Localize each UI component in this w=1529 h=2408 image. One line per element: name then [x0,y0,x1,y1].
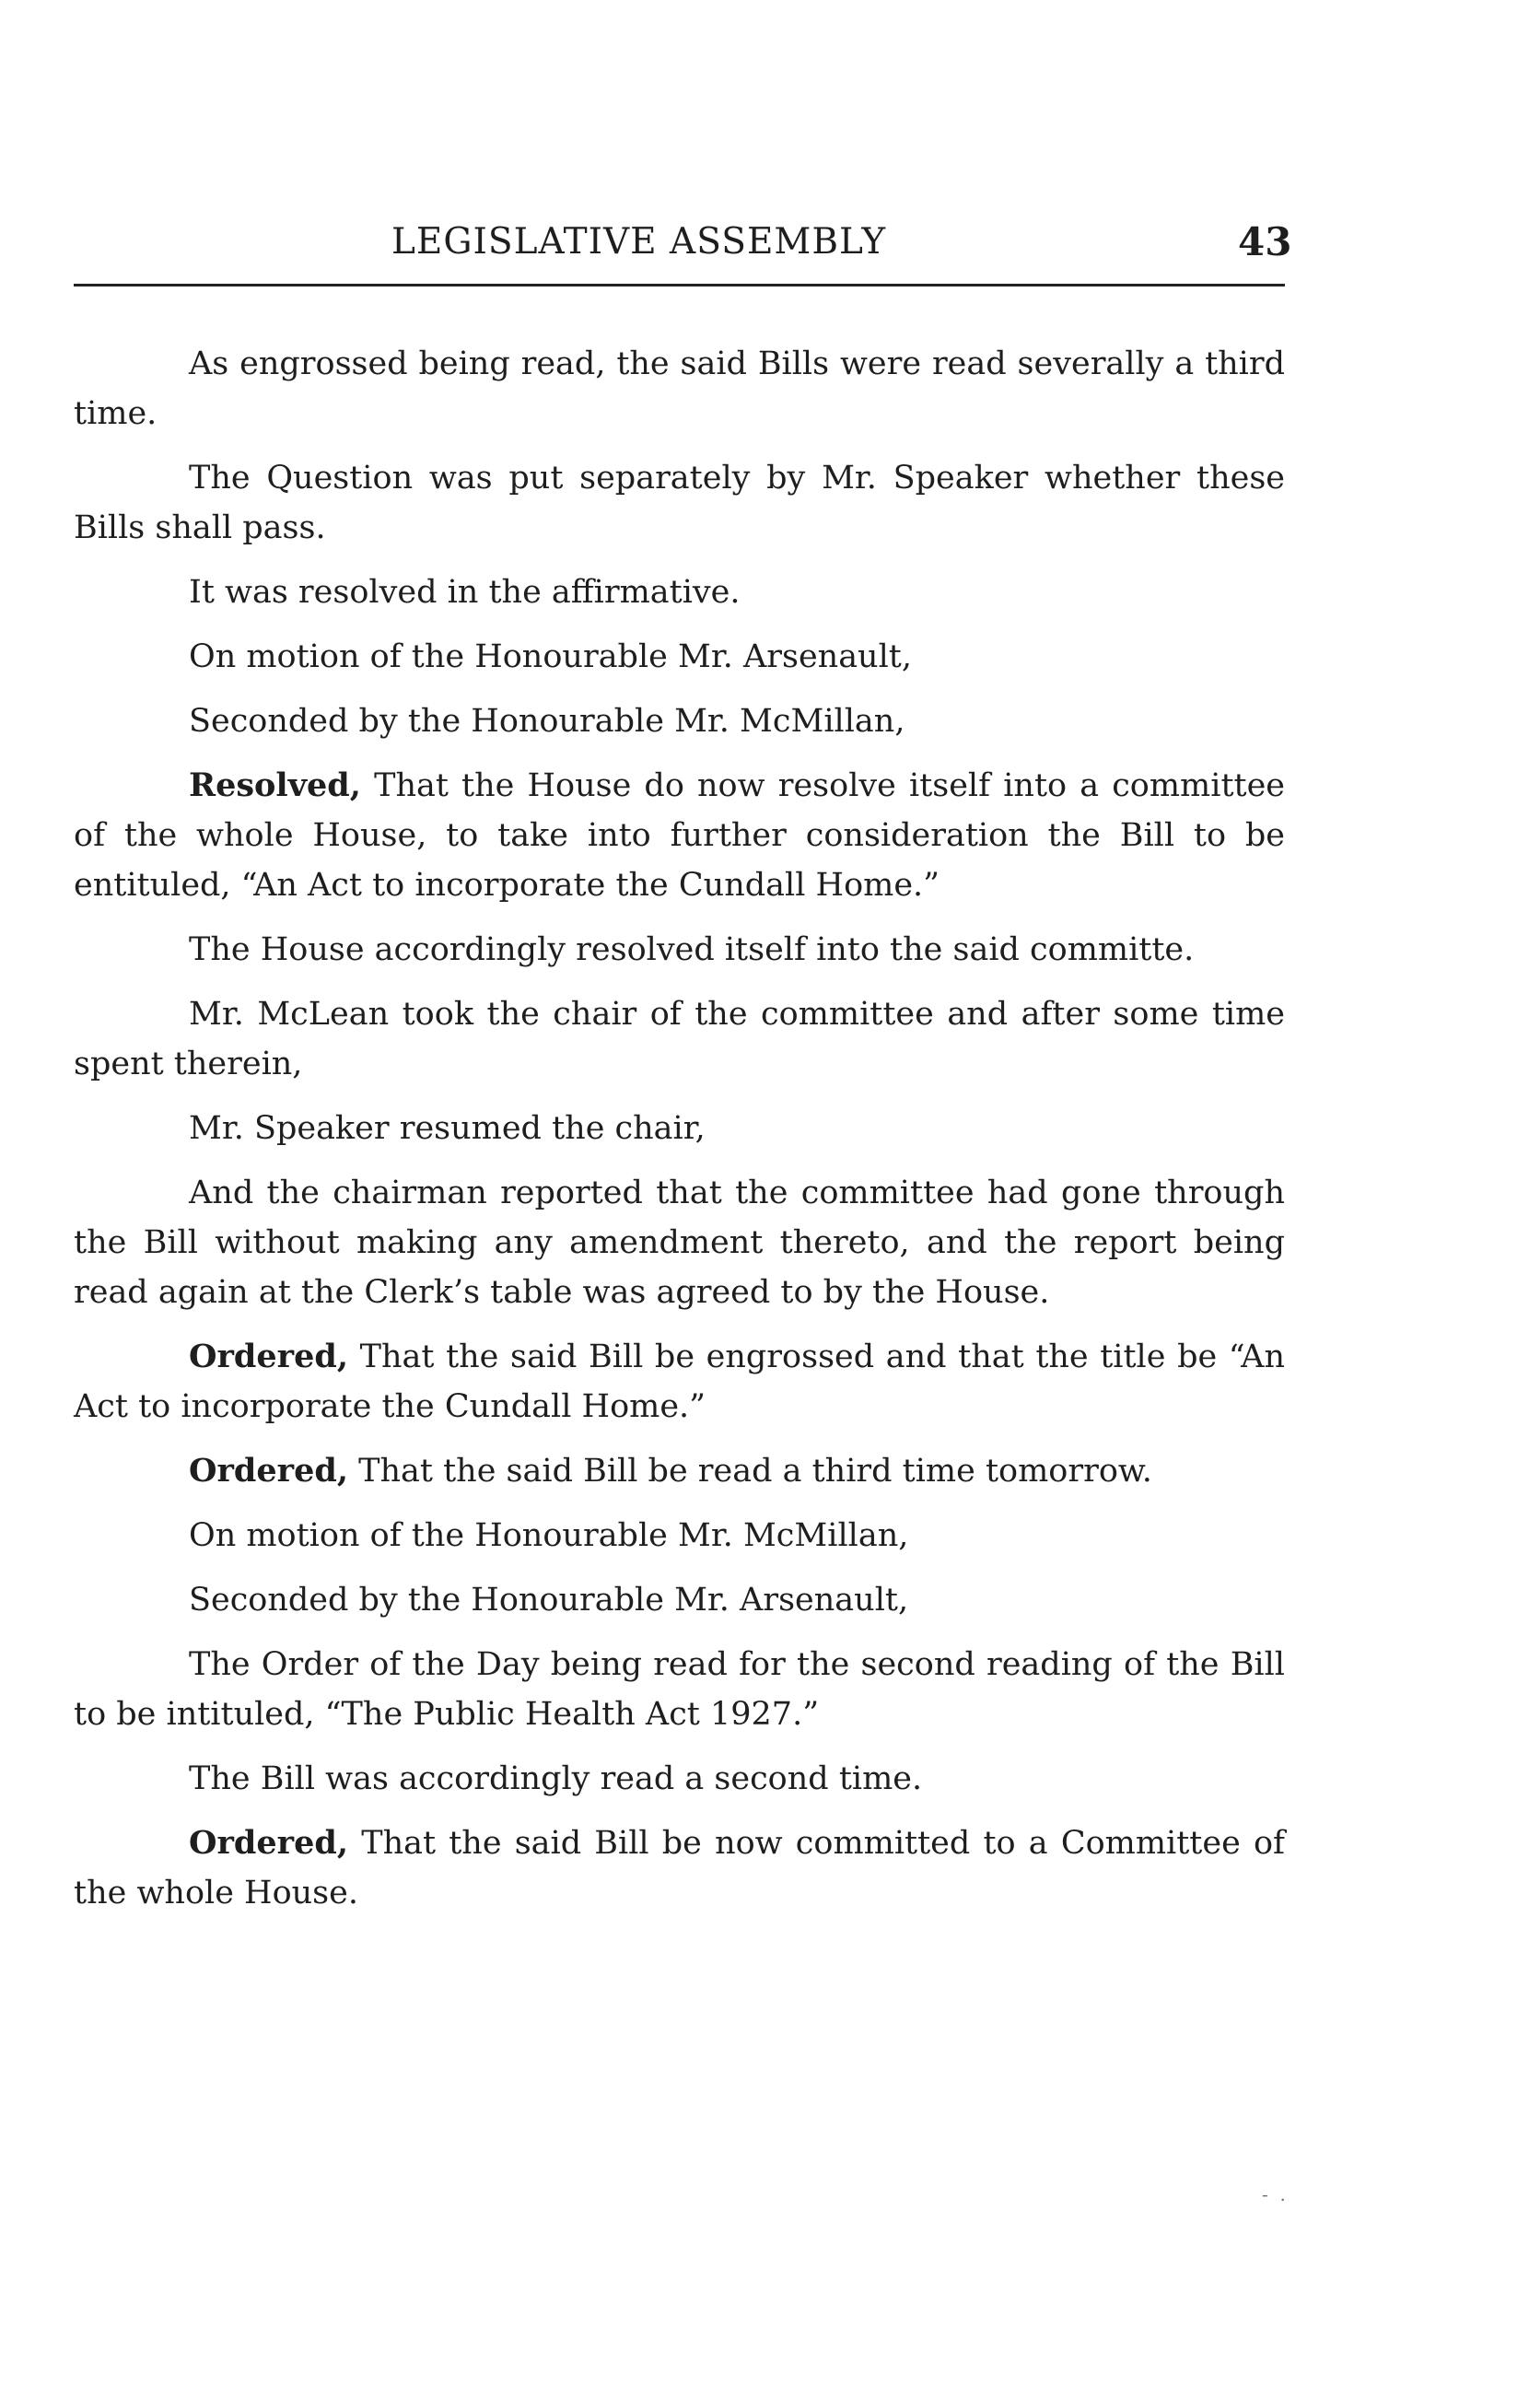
paragraph-seconded-arsenault: Seconded by the Honourable Mr. Arsenault, [189,1582,909,1619]
paragraph-speaker-resumed: Mr. Speaker resumed the chair, [189,1110,706,1147]
page-number: 43 [1238,219,1292,264]
paragraph-resolved-affirmative: It was resolved in the affirmative. [189,574,741,611]
keyword-resolved: Resolved, [189,766,361,804]
paragraph-mclean-chair: Mr. McLean took the chair of the committee and after some time spent therein, [74,996,1285,1082]
keyword-ordered: Ordered, [189,1452,349,1490]
paragraph-motion-arsenault: On motion of the Honourable Mr. Arsenault, [189,638,912,675]
running-header: LEGISLATIVE ASSEMBLY [391,221,887,263]
paragraph-seconded-mcmillan: Seconded by the Honourable Mr. McMillan, [189,703,905,740]
body-text [74,339,1285,1933]
paragraph-ordered-committed: Ordered, That the said Bill be now committed to a Committee of the whole House. [74,1824,1285,1911]
paragraph-chairman-reported: And the chairman reported that the committee had gone through the Bill without making any amendment thereto, and the report being read again at the Clerk’s table was agreed to by the House. [74,1175,1285,1311]
paragraph-motion-mcmillan: On motion of the Honourable Mr. McMillan, [189,1517,909,1554]
keyword-ordered: Ordered, [189,1338,349,1375]
paragraph-resolved-committee: Resolved, That the House do now resolve itself into a committee of the whole House, to take into further consideration the Bill to be entituled, “An Act to incorporate the Cundall Home.” [74,766,1285,904]
keyword-ordered: Ordered, [189,1824,349,1862]
paragraph-order-of-day: The Order of the Day being read for the second reading of the Bill to be intituled, “The Public Health Act 1927.” [74,1646,1285,1733]
paragraph-third-reading: As engrossed being read, the said Bills were read severally a third time. [74,345,1285,432]
scan-mark: - . [1262,2183,1286,2205]
paragraph-ordered-engrossed: Ordered, That the said Bill be engrossed and that the title be “An Act to incorporate the Cundall Home.” [74,1338,1285,1425]
paragraph-second-time: The Bill was accordingly read a second time. [189,1760,923,1797]
paragraph-question-put: The Question was put separately by Mr. Speaker whether these Bills shall pass. [74,460,1285,546]
paragraph-ordered-third-reading: Ordered, That the said Bill be read a third time tomorrow. [189,1452,1152,1490]
header-rule [74,284,1285,286]
paragraph-house-resolved: The House accordingly resolved itself into the said committe. [189,931,1195,968]
